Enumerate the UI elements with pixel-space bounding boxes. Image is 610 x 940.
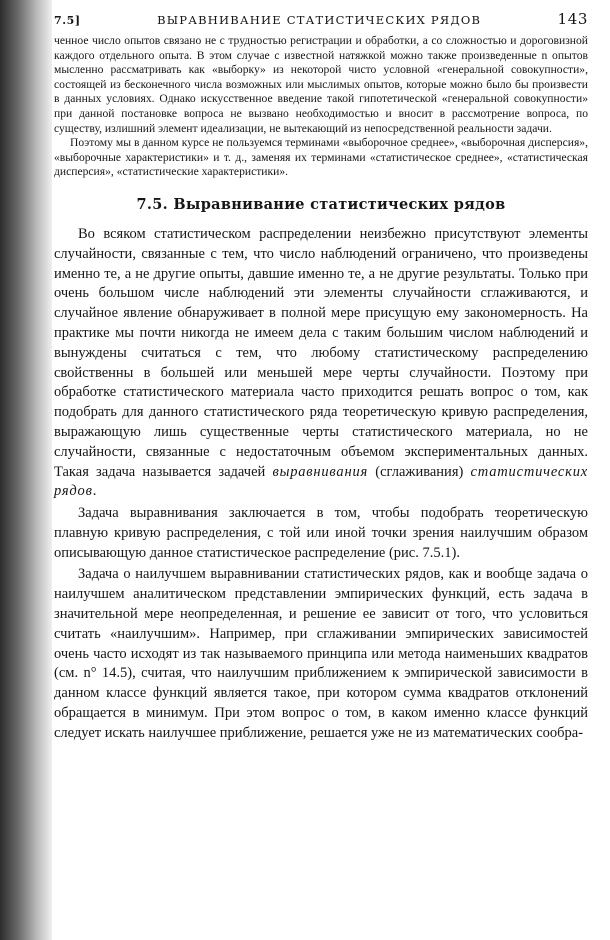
book-page xyxy=(54,10,588,744)
term-vyravnivaniya: выравнивания xyxy=(272,463,369,480)
p1-text: Во всяком статистическом распределении неизбежно присутствуют элементы случайности, связанные с тем, что число наблюдений ограничено, что произведены именно те, а не другие опыты, давшие именно те, а не другие результаты. Только при очень большом числе наблюдений эти элементы случайности сглаживаются, и случайное явление обнаруживает в полной мере присущую ему закономерность. На практике мы почти никогда не имеем дела с таким большим числом наблюдений и вынуждены считаться с тем, что любому статистическому распределению свойственны в большей или меньшей мере черты случайности. Поэтому при обработке статистического материала часто приходится решать вопрос о том, как подобрать для данного статистического ряда теоретическую кривую распределения, выражающую лишь существенные черты статистического материала, но не случайности, связанные с недостаточным объемом экспериментальных данных. Такая задача называется задачей xyxy=(54,225,588,480)
binding-shadow xyxy=(0,0,52,940)
intro-paragraph-1: ченное число опытов связано не с трудностью регистрации и обработки, а со сложностью и дороговизной каждого отдельного опыта. В этом случае с известной натяжкой можно также произведенные n опытов мысленно рассматривать как «выборку» из некоторой чисто условной «генеральной совокупности», состоящей из бесконечного числа возможных или мыслимых опытов, которые можно было бы произвести в данных условиях. Однако искусственное введение такой гипотетической «генеральной совокупности» при данной постановке вопроса не вызвано необходимостью и вносит в рассмотрение вопроса, по существу, излишний элемент идеализации, не вытекающий из непосредственной реальности задачи. xyxy=(54,34,588,135)
term-statisticheskih-ryadov: статистических рядов xyxy=(54,463,589,500)
body-text xyxy=(54,225,588,744)
p1-mid: (сглаживания) xyxy=(375,463,464,480)
intro-block xyxy=(54,34,588,180)
section-heading: 7.5. Выравнивание статистических рядов xyxy=(136,195,506,213)
body-paragraph-2: Задача выравнивания заключается в том, чтобы подобрать теоретическую плавную кривую распределения, с той или иной точки зрения наилучшим образом описывающую данное статистическое распределение (рис. 7.5.1). xyxy=(54,505,588,561)
page-number: 143 xyxy=(557,10,588,28)
header-section-number: 7.5] xyxy=(54,14,81,27)
running-head xyxy=(54,10,588,32)
header-title: ВЫРАВНИВАНИЕ СТАТИСТИЧЕСКИХ РЯДОВ xyxy=(157,13,482,27)
body-paragraph-1 xyxy=(54,225,588,502)
intro-paragraph-2: Поэтому мы в данном курсе не пользуемся терминами «выборочное среднее», «выборочная дисперсия», «выборочные характеристики» и т. д., заменяя их терминами «статистическое среднее», «статистическая дисперсия», «статистические характеристики». xyxy=(54,136,588,179)
body-paragraph-3: Задача о наилучшем выравнивании статистических рядов, как и вообще задача о наилучшем аналитическом представлении эмпирических функций, есть задача в значительной мере неопределенная, и решение ее зависит от того, что условиться считать «наилучшим». Например, при сглаживании эмпирических зависимостей очень часто исходят из так называемого принципа или метода наименьших квадратов (см. n° 14.5), считая, что наилучшим приближением к эмпирической зависимости в данном классе функций является такое, при котором сумма квадратов отклонений обращается в минимум. При этом вопрос о том, в каком именно классе функций следует искать наилучшее приближение, решается уже не из математических сообра- xyxy=(54,566,588,741)
p1-end: . xyxy=(92,483,97,500)
